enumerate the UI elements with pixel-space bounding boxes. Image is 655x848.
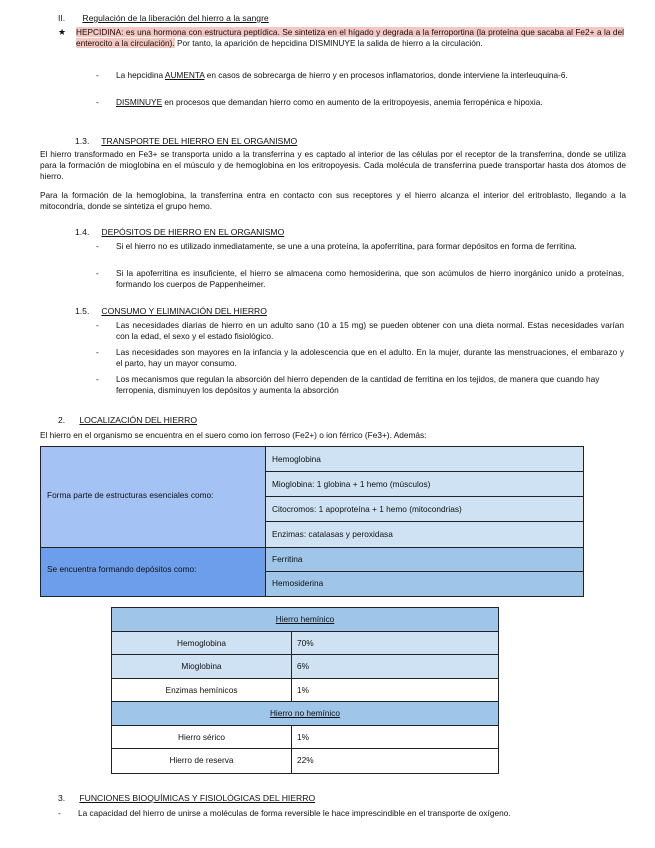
group-deposits: [41, 548, 266, 596]
section-number: II.: [58, 13, 66, 23]
section-title: LOCALIZACIÓN DEL HIERRO: [79, 415, 198, 425]
section-number: 2.: [58, 415, 66, 425]
section-title: DEPÓSITOS DE HIERRO EN EL ORGANISMO: [101, 227, 285, 237]
highlighted-definition: HEPCIDINA: es una hormona con estructura peptídica. Se sintetiza en el hígado y degrada a la ferroportina (la proteína que sacaba al Fe2+ a la del enterocito a la circulación).: [76, 27, 624, 48]
table-cell: Hemosiderina: [266, 572, 583, 596]
group-essential-structures: [41, 447, 266, 548]
paragraph: El hierro en el organismo se encuentra en el suero como ion ferroso (Fe2+) o ion férrico (Fe3+). Además:: [40, 430, 427, 440]
section-heading-transporte: [75, 136, 297, 147]
iron-distribution-table: [111, 607, 499, 774]
table-cell: Mioglobina: 1 globina + 1 hemo (músculos): [266, 472, 583, 497]
section-number: 1.4.: [75, 227, 90, 237]
table-cell: Ferritina: [266, 548, 583, 572]
section-heading-regulacion: [58, 13, 269, 24]
table-cell: Hemoglobina: [266, 447, 583, 472]
section-title: CONSUMO Y ELIMINACIÓN DEL HIERRO: [101, 306, 267, 316]
section-number: 1.5.: [75, 306, 90, 316]
table-row: Hierro sérico 1%: [112, 726, 498, 750]
section-heading-consumo: [75, 306, 267, 317]
section-title: TRANSPORTE DEL HIERRO EN EL ORGANISMO: [101, 136, 298, 146]
table-cell: Enzimas: catalasas y peroxidasa: [266, 522, 583, 548]
section-number: 3.: [58, 793, 66, 803]
group-label: Forma parte de estructuras esenciales como:: [47, 490, 214, 500]
paragraph: Para la formación de la hemoglobina, la transferrina entra en contacto con sus receptores y el hierro alcanza el interior del eritroblasto, llegando a la mitocondria, donde se sintetiza el grupo hemo.: [40, 190, 626, 211]
group-label: Se encuentra formando depósitos como:: [47, 564, 197, 574]
section-heading-funciones: [58, 793, 315, 804]
table-header: Hierro hemínico: [112, 608, 498, 632]
section-title: Regulación de la liberación del hierro a la sangre: [82, 13, 269, 23]
section-title: FUNCIONES BIOQUÍMICAS Y FISIOLÓGICAS DEL HIERRO: [79, 793, 316, 803]
definition-continuation: Por tanto, la aparición de hepcidina DISMINUYE la salida de hierro a la circulación.: [174, 37, 483, 48]
keyword-disminuye: DISMINUYE: [116, 97, 163, 107]
section-heading-localizacion: [58, 415, 197, 426]
star-icon: ★: [58, 27, 67, 37]
table-row: Hemoglobina 70%: [112, 632, 498, 656]
table-row: Hierro de reserva 22%: [112, 749, 498, 773]
keyword-aumenta: AUMENTA: [164, 70, 205, 80]
document-page: II. Regulación de la liberación del hierro a la sangre ★ HEPCIDINA: es una hormona con estructura peptídica. Se sintetiza en el hígado y degrada a la ferroportina (la proteína que sacaba al Fe2+ a la del enterocito a la circulación). Por tanto, la aparición de hepcidina DISMINUYE la salida de hierro a la circulación. - La hepcidina AUMENTA en casos de sobrecarga de hierro y en procesos inflamatorios, donde interviene la interleuquina-6. - DISMINUYE en procesos que demandan hierro como en aumento de la eritropoyesis, anemia ferropénica e hipoxia. 1.3. TRANSPORTE DEL HIERRO EN EL ORGANISMO El hierro transformado en Fe3+ se transporta unido a la transferrina y es captado al interior de las células por el receptor de la transferrina, donde se utiliza para la formación de mioglobina en el músculo y de hemoglobina en los eritropoyesis. Cada molécula de transferrina puede transportar hasta dos átomos de hierro. Para la formación de la hemoglobina, la transferrina entra en contacto con sus receptores y el hierro alcanza el interior del eritroblasto, llegando a la mitocondria, donde se sintetiza el grupo hemo. 1.4. DEPÓSITOS DE HIERRO EN EL ORGANISMO - Si el hierro no es utilizado inmediatamente, se une a una proteína, la apoferritina, para formar depósitos en forma de ferritina. - Si la apoferritina es insuficiente, el hierro se almacena como hemosiderina, que son acúmulos de hierro inorgánico unido a proteínas, formando los cuerpos de Pappenheimer. 1.5. CONSUMO Y ELIMINACIÓN DEL HIERRO - Las necesidades diarias de hierro en un adulto sano (10 a 15 mg) se pueden obtener con una dieta normal. Estas necesidades varían con la edad, el sexo y el estado fisiológico. - Las necesidades son mayores en la infancia y la adolescencia que en el adulto. En la mujer, durante las menstruaciones, el embarazo y el parto, hay un mayor consumo. - Los mecanismos que regulan la absorción del hierro dependen de la cantidad de ferritina en los tejidos, de manera que cuando hay ferropenia, disminuyen los depósitos y aumenta la absorción 2. LOCALIZACIÓN DEL HIERRO El hierro en el organismo se encuentra en el suero como ion ferroso (Fe2+) o ion férrico (Fe3+). Además: Forma parte de estructuras esenciales como: Hemoglobina Mioglobina: 1 globina + 1 hemo (músculos) Citocromos: 1 apoproteína + 1 hemo (mitocondrias) Enzimas: catalasas y peroxidasa Se encuentra formando depósitos como: Ferritina Hemosiderina Hierro hemínico Hemoglobina 70% Mioglobina 6% Enzimas hemínicos 1% Hierro no hemínico Hierro sérico 1% Hierro de reserva 22% 3. FUNCIONES BIOQUÍMICAS Y FISIOLÓGICAS DEL HIERRO - La capacidad del hierro de unirse a moléculas de forma reversible le hace imprescindible en el transporte de oxígeno.: [40, 13, 626, 818]
paragraph: El hierro transformado en Fe3+ se transporta unido a la transferrina y es captado al interior de las células por el receptor de la transferrina, donde se utiliza para la formación de mioglobina en el músculo y de hemoglobina en los eritropoyesis. Cada molécula de transferrina puede transportar hasta dos átomos de hierro.: [40, 149, 626, 181]
table-row: Mioglobina 6%: [112, 655, 498, 679]
section-heading-depositos: [75, 227, 284, 238]
section-number: 1.3.: [75, 136, 90, 146]
table-header: Hierro no hemínico: [112, 702, 498, 726]
iron-location-table: [40, 446, 584, 597]
table-cell: Citocromos: 1 apoproteína + 1 hemo (mitocondrias): [266, 497, 583, 522]
table-row: Enzimas hemínicos 1%: [112, 679, 498, 703]
